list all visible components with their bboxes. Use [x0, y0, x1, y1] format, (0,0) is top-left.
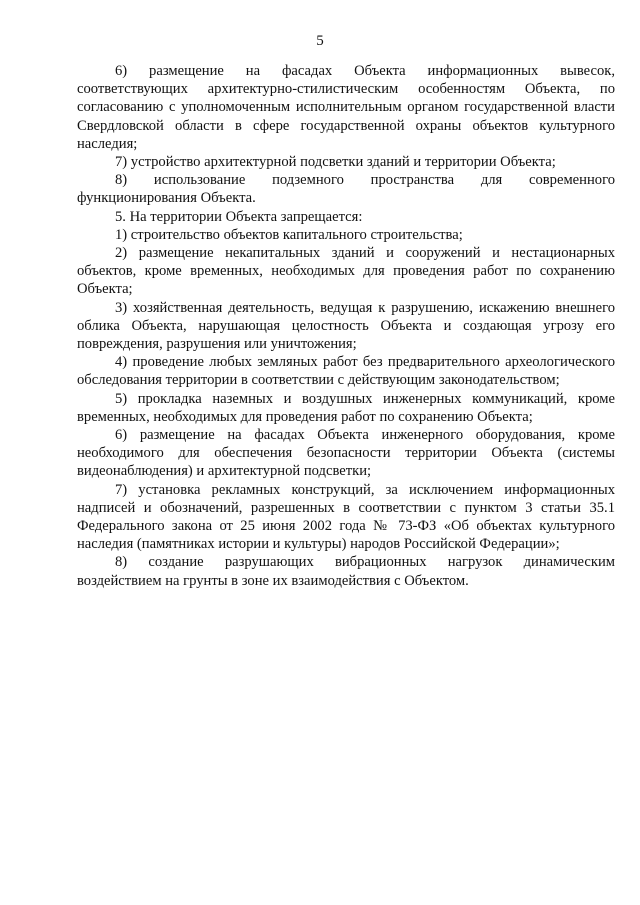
- paragraph-prohibited-6: 6) размещение на фасадах Объекта инженерного оборудования, кроме необходимого для обеспечения безопасности территории Объекта (системы видеонаблюдения) и архитектурной подсветки;: [77, 427, 615, 480]
- paragraph-allowed-7: 7) устройство архитектурной подсветки зданий и территории Объекта;: [115, 154, 556, 171]
- paragraph-prohibited-8: 8) создание разрушающих вибрационных нагрузок динамическим воздействием на грунты в зоне их взаимодействия с Объектом.: [77, 554, 615, 589]
- paragraph-prohibited-7: 7) установка рекламных конструкций, за исключением информационных надписей и обозначений, разрешенных в соответствии с пунктом 3 статьи 35.1 Федерального закона от 25 июня 2002 года № 73-ФЗ «Об объектах культурного наследия (памятниках истории и культуры) народов Российской Федерации»;: [77, 481, 615, 553]
- paragraph-prohibited-3: 3) хозяйственная деятельность, ведущая к разрушению, искажению внешнего облика Объекта, нарушающая целостность Объекта и создающая угрозу его повреждения, разрушения или уничтожения;: [77, 299, 615, 353]
- section-5-heading: 5. На территории Объекта запрещается:: [115, 208, 363, 225]
- document-body: [77, 62, 615, 590]
- paragraph-prohibited-5: 5) прокладка наземных и воздушных инженерных коммуникаций, кроме временных, необходимых для проведения работ по сохранению Объекта;: [77, 390, 615, 425]
- page-number: 5: [316, 33, 324, 49]
- paragraph-allowed-8: 8) использование подземного пространства для современного функционирования Объекта.: [77, 172, 615, 207]
- paragraph-prohibited-1: 1) строительство объектов капитального строительства;: [115, 226, 463, 243]
- paragraph-prohibited-2: 2) размещение некапитальных зданий и сооружений и нестационарных объектов, кроме временных, необходимых для проведения работ по сохранению Объекта;: [77, 245, 615, 298]
- paragraph-prohibited-4: 4) проведение любых земляных работ без предварительного археологического обследования территории в соответствии с действующим законодательством;: [77, 354, 615, 389]
- paragraph-allowed-6: 6) размещение на фасадах Объекта информационных вывесок, соответствующих архитектурно-стилистическим особенностям Объекта, по согласованию с уполномоченным исполнительным органом государственной власти Свердловской области в сфере государственной охраны объектов культурного наследия;: [77, 63, 615, 152]
